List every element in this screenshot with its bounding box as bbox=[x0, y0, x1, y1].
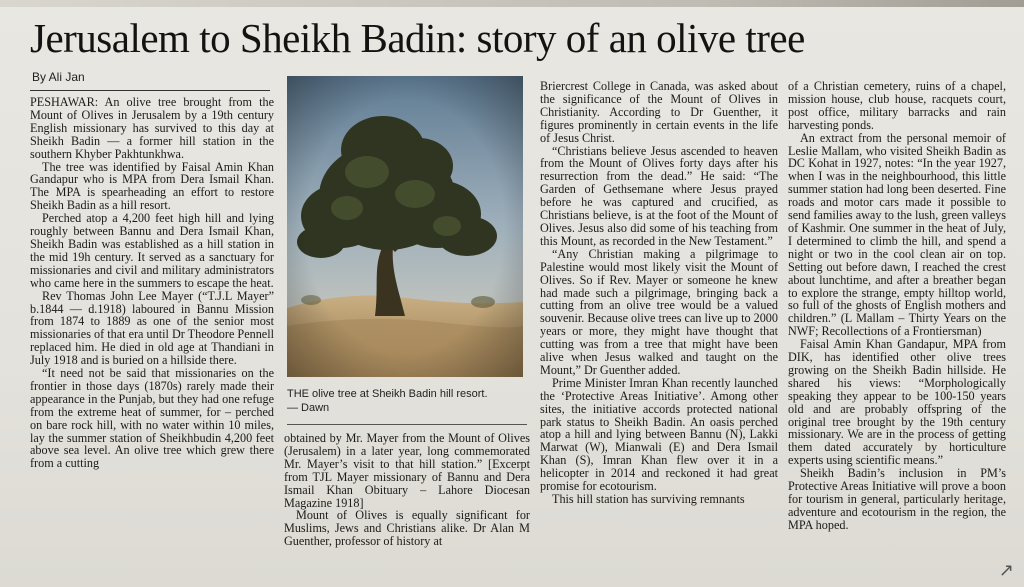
page-top-edge bbox=[0, 0, 1024, 7]
paragraph: Briercrest College in Canada, was asked about the significance of the Mount of Olives in Christianity. According to Dr Guenther, it figures prominently in certain events in the life of Jesus Christ. bbox=[540, 80, 778, 145]
paragraph: “It need not be said that missionaries on the frontier in those days (1870s) rarely made their appearance in the Punjab, but they had one refuge from the extreme heat of summer, for – perched on bare rock hill, with no water within 10 miles, lay the summer station of Sheikhbudin 4,200 feet above sea level. An olive tree which grew there from a cutting bbox=[30, 366, 274, 471]
olive-tree-photo bbox=[287, 76, 523, 377]
paragraph: of a Christian cemetery, ruins of a chapel, mission house, club house, racquets court, post office, military barracks and rain harvesting ponds. bbox=[788, 80, 1006, 132]
paragraph: Faisal Amin Khan Gandapur, MPA from DIK, has identified other olive trees growing on the Sheikh Badin hillside. He shared his views: “Morphologically speaking they appear to be 100-150 years old and are probably offspring of the original tree brought by the 19th century missionary. We are in the process of getting them dated accurately by horticulture experts using scientific means.” bbox=[788, 337, 1006, 468]
column-3 bbox=[540, 80, 778, 580]
article-headline: Jerusalem to Sheikh Badin: story of an olive tree bbox=[30, 15, 805, 61]
paragraph: This hill station has surviving remnants bbox=[552, 492, 745, 506]
paragraph: “Christians believe Jesus ascended to heaven from the Mount of Olives forty days after his resurrection from the dead.” He said: “The Garden of Gethsemane where Jesus prayed before he was captured and crucified, as Christians believe, is at the foot of the Mount of Olives. Jesus also did some of his teaching from this Mount, as recorded in the New Testament.” bbox=[540, 143, 778, 248]
paragraph: Perched atop a 4,200 feet high hill and lying roughly between Bannu and Dera Ismail Khan, Sheikh Badin was established as a hill station in the mid 19h century. It served as a sanctuary for missionaries and civil and military administrators who came here in the summers to escape the heat. bbox=[30, 211, 274, 290]
paragraph: obtained by Mr. Mayer from the Mount of Olives (Jerusalem) in a later year, long commemorated Mr. Mayer’s visit to that hill station.” [Excerpt from TJL Mayer missionary of Bannu and Dera Ismail Khan Obituary – Lahore Diocesan Magazine 1918] bbox=[284, 432, 530, 510]
paragraph: Mount of Olives is equally significant for Muslims, Jews and Christians alike. Dr Alan M Guenther, professor of history at bbox=[284, 508, 530, 549]
column-4 bbox=[788, 80, 1006, 580]
paragraph: Sheikh Badin’s inclusion in PM’s Protective Areas Initiative will prove a boon for tourism in general, particularly heritage, adventure and ecotourism in the region, the MPA hoped. bbox=[788, 466, 1006, 532]
paragraph: PESHAWAR: An olive tree brought from the Mount of Olives in Jerusalem by a 19th century English missionary has survived to this day at Sheikh Badin — a former hill station in the southern Khyber Pakhtunkhwa. bbox=[30, 96, 274, 161]
article-byline: By Ali Jan bbox=[32, 70, 85, 84]
arrow-icon: ↗ bbox=[998, 560, 1014, 581]
paragraph: An extract from the personal memoir of Leslie Mallam, who visited Sheikh Badin as DC Kohat in 1927, notes: “In the year 1927, when I was in the neighbourhood, this little summer station had long been deserted. Fine roads and motor cars made it possible to send families away to the lush, green valleys of Kashmir. One summer in the heat of July, I determined to climb the hill, and spend a night or two in the cool clean air on top. Setting out before dawn, I reached the crest about lunchtime, and after a breather began to explore the strange, empty hilltop world, so full of the ghosts of English mothers and children.” (L Mallam – Thirty Years on the NWF; Recollections of a Frontiersman) bbox=[788, 130, 1006, 339]
byline-rule bbox=[30, 90, 270, 91]
paragraph: The tree was identified by Faisal Amin Khan Gandapur who is MPA from Dera Ismail Khan. The MPA is spearheading an effort to restore Sheikh Badin as a hill resort. bbox=[30, 159, 274, 213]
paragraph: Prime Minister Imran Khan recently launched the ‘Protective Areas Initiative’. Among other sites, the initiative accords protected national park status to Sheikh Badin. An oasis perched atop a hill and lying between Bannu (N), Lakki Marwat (W), Mianwali (E) and Dera Ismail Khan (S), Imran Khan flew over it in a helicopter in 2014 and reckoned it had great promise for ecotourism. bbox=[540, 375, 778, 494]
column-1 bbox=[30, 96, 274, 576]
olive-tree-illustration bbox=[287, 76, 523, 377]
column-2 bbox=[284, 432, 530, 552]
paragraph: “Any Christian making a pilgrimage to Palestine would most likely visit the Mount of Olives. So if Rev. Mayer or someone he knew had made such a pilgrimage, bringing back a cutting from an olive tree would be a valued souvenir. Because olive trees can live up to 2000 years or more, they might have thought that cutting was from a tree that might have been alive when Jesus walked and taught on the Mount,” Dr Guenther added. bbox=[540, 246, 778, 377]
photo-caption: THE olive tree at Sheikh Badin hill resort. — Dawn bbox=[287, 388, 488, 414]
caption-rule bbox=[287, 424, 527, 425]
paragraph: Rev Thomas John Lee Mayer (“T.J.L Mayer” b.1844 — d.1918) laboured in Bannu Mission from 1874 to 1889 as one of the senior most missionaries of that era until Dr Theodore Pennell replaced him. He died in old age at Thandiani in July 1918 and is buried on a hillside there. bbox=[30, 288, 274, 368]
